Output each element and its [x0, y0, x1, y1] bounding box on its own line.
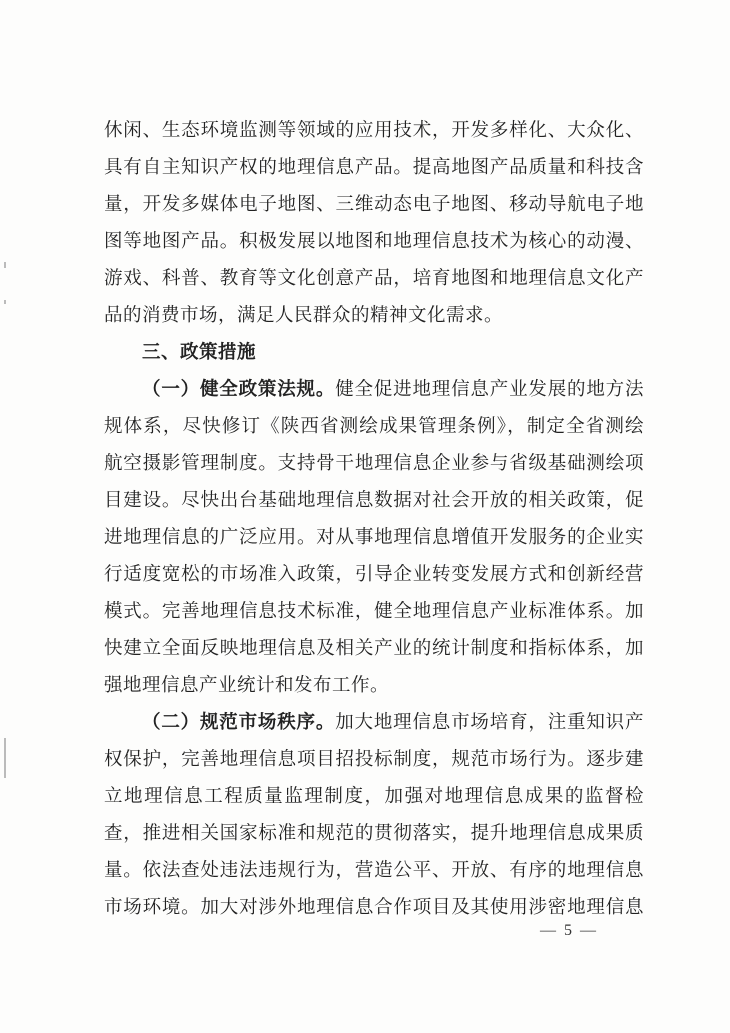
- margin-mark-lower: [4, 738, 6, 778]
- item-lead: （一）健全政策法规。: [142, 379, 336, 400]
- text-line: 量，开发多媒体电子地图、三维动态电子地图、移动导航电子地: [104, 194, 644, 215]
- text-line: 权保护，完善地理信息项目招投标制度，规范市场行为。逐步建: [104, 749, 644, 770]
- body-text: [104, 112, 644, 926]
- text-line-first: [104, 371, 644, 408]
- section-heading: 三、政策措施: [142, 342, 257, 363]
- text-line: 具有自主知识产权的地理信息产品。提高地图产品质量和科技含: [104, 157, 644, 178]
- margin-mark-top: [4, 262, 6, 268]
- text-line: 量。依法查处违法违规行为，营造公平、开放、有序的地理信息: [104, 860, 644, 881]
- text-line: 游戏、科普、教育等文化创意产品，培育地图和地理信息文化产: [104, 268, 644, 289]
- text-line: 图等地图产品。积极发展以地图和地理信息技术为核心的动漫、: [104, 231, 644, 252]
- item-first-line-rest: 健全促进地理信息产业发展的地方法: [335, 379, 644, 400]
- paragraph-item-2: [104, 704, 644, 926]
- text-line: 休闲、生态环境监测等领域的应用技术，开发多样化、大众化、: [104, 120, 644, 141]
- text-line-first: [104, 704, 644, 741]
- text-line: 立地理信息工程质量监理制度，加强对地理信息成果的监督检: [104, 786, 644, 807]
- text-line: 规体系，尽快修订《陕西省测绘成果管理条例》，制定全省测绘: [104, 416, 644, 437]
- paragraph-item-1: [104, 371, 644, 704]
- text-line: 快建立全面反映地理信息及相关产业的统计制度和指标体系，加: [104, 638, 644, 659]
- text-line: 目建设。尽快出台基础地理信息数据对社会开放的相关政策，促: [104, 490, 644, 511]
- text-line: 品的消费市场，满足人民群众的精神文化需求。: [104, 305, 504, 326]
- page-number: — 5 —: [540, 922, 598, 939]
- margin-mark-upper: [4, 300, 6, 304]
- text-line: 强地理信息产业统计和发布工作。: [104, 675, 390, 696]
- text-line: 查，推进相关国家标准和规范的贯彻落实，提升地理信息成果质: [104, 823, 644, 844]
- text-line: 行适度宽松的市场准入政策，引导企业转变发展方式和创新经营: [104, 564, 644, 585]
- text-line: 航空摄影管理制度。支持骨干地理信息企业参与省级基础测绘项: [104, 453, 644, 474]
- text-line: 市场环境。加大对涉外地理信息合作项目及其使用涉密地理信息: [104, 897, 644, 918]
- text-line: 模式。完善地理信息技术标准，健全地理信息产业标准体系。加: [104, 601, 644, 622]
- item-lead: （二）规范市场秩序。: [142, 712, 336, 733]
- text-line: 进地理信息的广泛应用。对从事地理信息增值开发服务的企业实: [104, 527, 644, 548]
- paragraph-1: [104, 112, 644, 334]
- item-first-line-rest: 加大地理信息市场培育，注重知识产: [335, 712, 644, 733]
